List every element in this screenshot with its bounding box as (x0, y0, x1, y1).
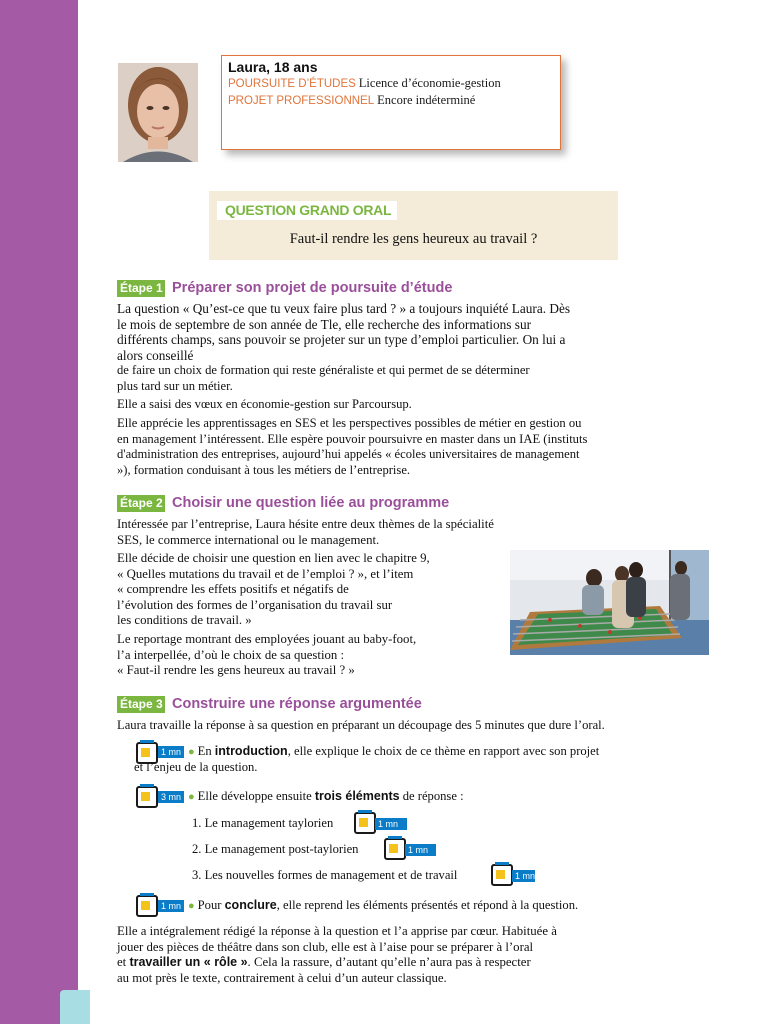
side-bar (0, 0, 78, 1024)
text-line: »), formation conduisant à tous les métiers de l’entreprise. (117, 462, 411, 477)
step3-intro (117, 718, 605, 734)
text-fragment: , elle explique le choix de ce thème en rapport avec son projet (287, 744, 600, 758)
text-fragment: et (117, 955, 130, 969)
text-line: l’a interpellée, d’où le choix de sa question : (117, 647, 345, 662)
stopwatch-icon (354, 812, 376, 834)
step1-paragraph-2 (117, 397, 412, 413)
portrait-photo (118, 63, 198, 162)
bold-term: trois éléments (314, 789, 400, 803)
step3-header (117, 694, 422, 714)
intro-item-line2: et l’enjeu de la question. (134, 760, 258, 774)
sub-item-3: 3. Les nouvelles formes de management et de travail (192, 868, 458, 882)
step2-paragraph-2 (117, 551, 430, 629)
text-line: de faire un choix de formation qui reste généraliste et qui permet de se déterminer (117, 363, 530, 377)
studies-value: Licence d’économie-gestion (358, 76, 501, 90)
text-line: jouer des pièces de théâtre dans son club, elle est à l’aise pour se préparer à l’oral (117, 939, 534, 954)
question-text: Faut-il rendre les gens heureux au travail ? (289, 231, 538, 247)
green-dot: ● (188, 746, 195, 758)
text-line: différents champs, sans pouvoir se projeter sur un type d’emploi particulier. On lui a (117, 332, 566, 347)
step2-paragraph-3 (117, 632, 416, 679)
profile-studies (228, 75, 554, 92)
stopwatch-icon (136, 786, 158, 808)
duration-badge: 1 mn (158, 746, 184, 758)
text-line: Intéressée par l’entreprise, Laura hésite entre deux thèmes de la spécialité (117, 517, 494, 531)
text-line: « Faut-il rendre les gens heureux au travail ? » (117, 663, 355, 677)
step1-paragraph-3 (117, 416, 587, 478)
step3-badge: Étape 3 (117, 696, 165, 713)
sub-item-2: 2. Le management post-taylorien (192, 842, 359, 856)
project-key: PROJET PROFESSIONNEL (228, 95, 375, 107)
duration-badge: 1 mn (512, 870, 535, 882)
bold-term: introduction (214, 744, 288, 758)
step1-badge: Étape 1 (117, 280, 165, 297)
text-fragment: Elle développe ensuite (197, 789, 315, 803)
text-fragment: . Cela la rassure, d’autant qu’elle n’aura pas à respecter (247, 955, 531, 969)
step1-header (117, 278, 452, 298)
text-line: alors conseillé (117, 347, 194, 363)
intro-item (188, 744, 599, 759)
text-line: les conditions de travail. » (117, 613, 252, 627)
profile-card (221, 55, 561, 150)
page-tab (60, 990, 90, 1024)
question-box (209, 191, 618, 260)
text-line: Elle a intégralement rédigé la réponse à la question et l’a apprise par cœur. Habituée à (117, 924, 557, 938)
project-value: Encore indéterminé (377, 93, 476, 107)
duration-badge: 1 mn (158, 900, 184, 912)
studies-key: POURSUITE D’ÉTUDES (228, 78, 356, 90)
text-line: en management l’intéressent. Elle espère pouvoir poursuivre en master dans un IAE (instituts (117, 431, 588, 446)
text-line: SES, le commerce international ou le management. (117, 532, 380, 547)
stopwatch-icon (136, 895, 158, 917)
profile-name: Laura, 18 ans (228, 59, 318, 75)
step1-title: Préparer son projet de poursuite d’étude (172, 280, 453, 296)
text-line: le mois de septembre de son année de Tle, elle recherche des informations sur (117, 316, 532, 332)
conclusion-item (188, 898, 578, 913)
text-fragment: , elle reprend les éléments présentés et répond à la question. (276, 898, 579, 912)
bold-term: travailler un « rôle » (129, 955, 248, 969)
sub-item-1: 1. Le management taylorien (192, 816, 334, 830)
text-line: Elle a saisi des vœux en économie-gestion sur Parcoursup. (117, 397, 412, 411)
duration-badge: 3 mn (158, 791, 184, 803)
text-line: au mot près le texte, contrairement à celui d’un auteur classique. (117, 970, 447, 985)
duration-badge: 1 mn (405, 844, 436, 856)
development-item (188, 789, 464, 804)
duration-badge: 1 mn (375, 818, 407, 830)
text-line: « Quelles mutations du travail et de l’emploi ? », et l’item (117, 566, 414, 581)
text-line: plus tard sur un métier. (117, 378, 233, 393)
stopwatch-icon (384, 838, 406, 860)
text-line: Le reportage montrant des employées jouant au baby-foot, (117, 632, 417, 646)
text-line: La question « Qu’est-ce que tu veux faire plus tard ? » a toujours inquiété Laura. Dès (117, 301, 571, 316)
green-dot: ● (188, 791, 195, 803)
text-fragment: Pour (197, 898, 225, 912)
step2-badge: Étape 2 (117, 495, 165, 512)
step2-header (117, 493, 449, 513)
step3-outro (117, 924, 557, 986)
text-line: d'administration des entreprises, aujourd’hui appelés « écoles universitaires de management (117, 447, 580, 461)
step2-title: Choisir une question liée au programme (172, 495, 450, 511)
step3-title: Construire une réponse argumentée (172, 696, 422, 712)
text-line: Elle apprécie les apprentissages en SES et les perspectives possibles de métier en gestion ou (117, 416, 582, 430)
office-foosball-photo (510, 550, 709, 655)
text-line: Elle décide de choisir une question en lien avec le chapitre 9, (117, 551, 430, 565)
stopwatch-icon (491, 864, 513, 886)
step2-paragraph-1 (117, 517, 494, 548)
text-line: l’évolution des formes de l’organisation du travail sur (117, 597, 393, 612)
text-line: « comprendre les effets positifs et négatifs de (117, 582, 349, 596)
text-fragment: En (197, 744, 215, 758)
text-fragment: de réponse : (399, 789, 464, 803)
step1-paragraph-1 (117, 301, 570, 394)
text-line: Laura travaille la réponse à sa question en préparant un découpage des 5 minutes que dure l’oral. (117, 718, 605, 732)
profile-project (228, 92, 554, 109)
text-line (117, 955, 557, 971)
question-label: QUESTION GRAND ORAL (217, 201, 397, 220)
bold-term: conclure (224, 898, 277, 912)
green-dot: ● (188, 900, 195, 912)
